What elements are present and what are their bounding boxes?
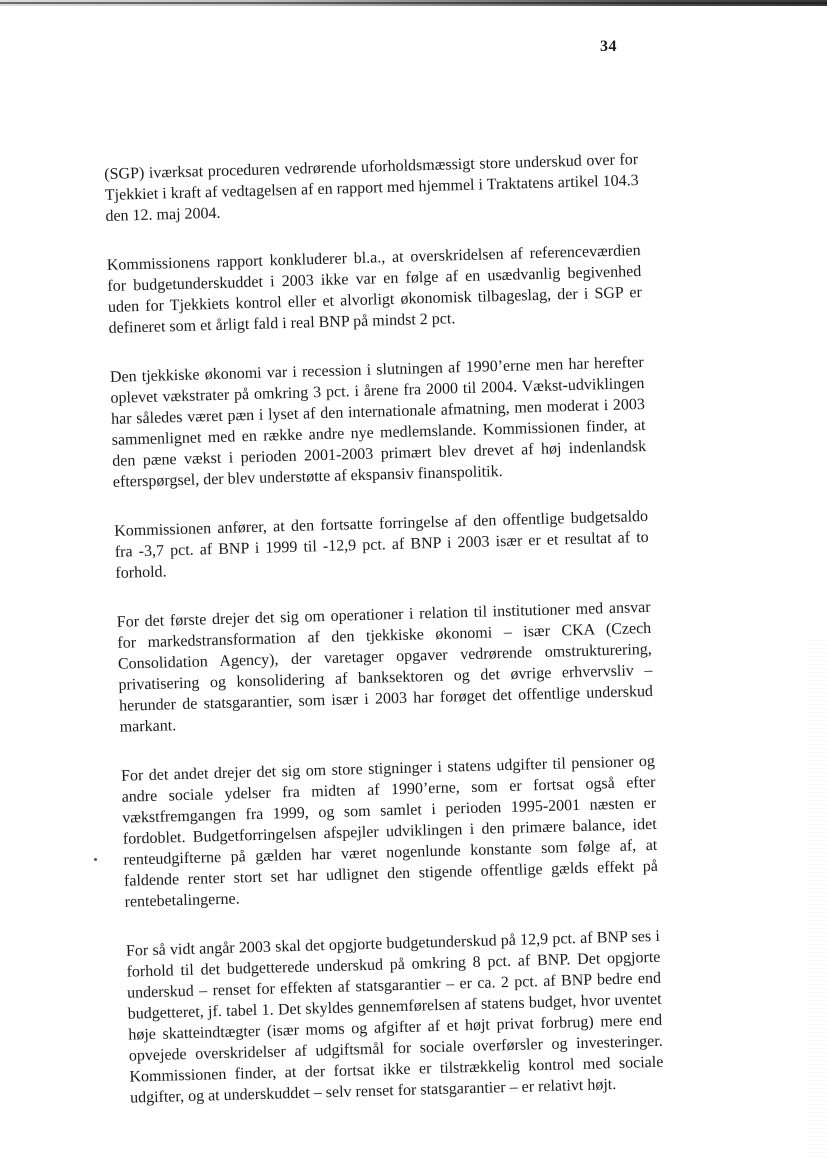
scan-speck <box>94 858 97 861</box>
paragraph-sgp-procedure: (SGP) iværksat proceduren vedrørende uforholdsmæssigt store underskud over for Tjekkiet i kraft af vedtagelsen af en rapport med hjemmel i Traktatens artikel 104.3 den 12. maj 2004. <box>104 151 639 225</box>
page-number: 34 <box>600 38 617 55</box>
scan-top-rule <box>0 2 827 4</box>
scan-edge-noise <box>809 640 827 1160</box>
paragraph-commission-report: Kommissionens rapport konkluderer bl.a., at overskridelsen af referenceværdien for budgetunderskuddet i 2003 ikke var en følge af en usædvanlig begivenhed uden for Tjekkiets kontrol eller et alvorligt økonomisk tilbageslag, der i SGP er defineret som et årligt fald i real BNP på mindst 2 pct. <box>106 242 643 337</box>
paragraph-second-factor: For det andet drejer det sig om store stigninger i statens udgifter til pensioner og andre sociale ydelser fra midten af 1990’erne, som er fortsat også efter vækstfremgangen fra 1999, og som samlet i perioden 1995-2001 næsten er fordoblet. Budgetforringelsen afspejler udviklingen i den primære balance, idet renteudgifterne på gælden har været nogenlunde konstante som følge af, at faldende renter stort set har udlignet den stigende offentlige gælds effekt på rentebetalingerne. <box>120 752 659 911</box>
paragraph-czech-economy: Den tjekkiske økonomi var i recession i slutningen af 1990’erne men har herefter oplevet vækstrater på omkring 3 pct. i årene fra 2000 til 2004. Vækst-udviklingen har således været pæn i lyset af den internationale afmatning, men moderat i 2003 sammenlignet med en række andre nye medlemslande. Kommissionen finder, at den pæne vækst i perioden 2001-2003 primært blev drevet af høj indenlandsk efterspørgsel, der blev understøtte af ekspansiv finanspolitik. <box>109 354 647 491</box>
paragraph-first-factor: For det første drejer det sig om operationer i relation til institutioner med ansvar for markedstransformation af den tjekkiske økonomi – især CKA (Czech Consolidation Agency), der varetager opgaver vedrørende omstrukturering, privatisering og konsolidering af banksektoren og det øvrige erhvervsliv – herunder de statsgarantier, som især i 2003 har forøget det offentlige underskud markant. <box>116 598 654 736</box>
paragraph-2003-deficit: For så vidt angår 2003 skal det opgjorte budgetunderskud på 12,9 pct. af BNP ses i forhold til det budgetterede underskud på omkring 8 pct. af BNP. Det opgjorte underskud – renset for effekten af statsgarantier – er ca. 2 pct. af BNP bedre end budgetteret, jf. tabel 1. Det skyldes gennemførelsen af statens budget, hvor uventet høje skatteindtægter (især moms og afgifter af et højt privat forbrug) mere end opvejede overskridelser af udgiftsmål for sociale overførsler og investeringer. Kommissionen finder, at der fortsat ikke er tilstrækkelig kontrol med sociale udgifter, og at underskuddet – selv renset for statsgarantier – er relativt højt. <box>125 927 664 1107</box>
paragraph-budget-deterioration: Kommissionen anfører, at den fortsatte forringelse af den offentlige budgetsaldo fra -3,7 pct. af BNP i 1999 til -12,9 pct. af BNP i 2003 især er et resultat af to forhold. <box>114 507 649 582</box>
document-body <box>104 149 665 1137</box>
